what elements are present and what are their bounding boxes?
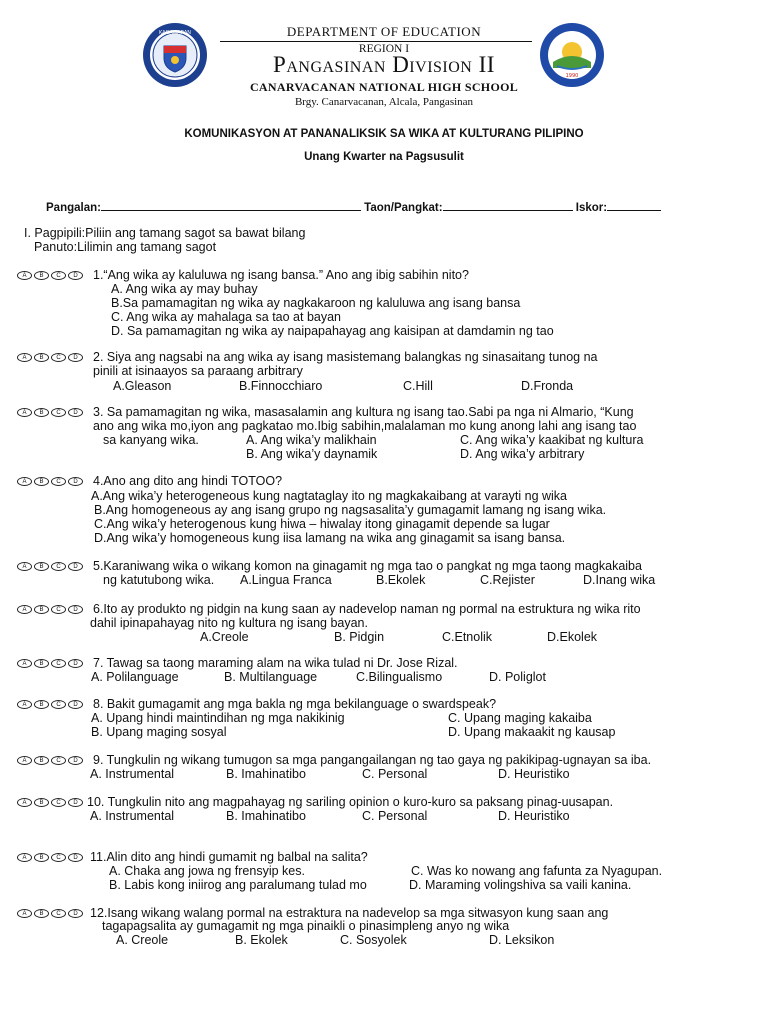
answer-bubble-c[interactable]: C — [51, 659, 66, 668]
answer-bubble-d[interactable]: D — [68, 700, 83, 709]
student-info-row — [46, 200, 661, 214]
choice-a: A. Chaka ang jowa ng frensyip kes. — [109, 864, 305, 878]
answer-bubble-c[interactable]: C — [51, 909, 66, 918]
choice-d: D. Heuristiko — [498, 809, 570, 823]
choice-b: B.Finnocchiaro — [239, 379, 323, 393]
choice-d: D. Ang wika’y arbitrary — [460, 447, 585, 461]
choice-c: C. Was ko nowang ang fafunta za Nyagupan. — [411, 864, 663, 878]
answer-bubble-a[interactable]: A — [17, 700, 32, 709]
choice-b: B. Imahinatibo — [226, 809, 306, 823]
answer-bubble-d[interactable]: D — [68, 909, 83, 918]
choice-b: B. Labis kong iniirog ang paralumang tulad mo — [109, 878, 367, 892]
answer-bubble-c[interactable]: C — [51, 700, 66, 709]
answer-bubbles[interactable] — [17, 477, 83, 487]
question-text-cont: tagapagsalita ay gumagamit ng mga pinaikli o pinasimpleng anyo ng wika — [102, 919, 510, 933]
choice-d: D. Maraming volingshiva sa vaili kanina. — [409, 878, 632, 892]
question-text: 3. Sa pamamagitan ng wika, masasalamin ang kultura ng isang tao.Sabi pa nga ni Almario, “Kung — [93, 405, 634, 419]
answer-bubbles[interactable] — [17, 909, 83, 919]
answer-bubble-d[interactable]: D — [68, 271, 83, 280]
answer-bubble-c[interactable]: C — [51, 271, 66, 280]
answer-bubble-b[interactable]: B — [34, 353, 49, 362]
answer-bubble-a[interactable]: A — [17, 756, 32, 765]
choice-c: C. Upang maging kakaiba — [448, 711, 592, 725]
choice-d: D.Ekolek — [547, 630, 598, 644]
answer-bubble-b[interactable]: B — [34, 798, 49, 807]
choice-b: B. Ang wika’y daynamik — [246, 447, 378, 461]
answer-bubble-d[interactable]: D — [68, 798, 83, 807]
choice-d: D.Ang wika’y homogeneous kung iisa lamang na wika ang ginagamit sa isang bansa. — [94, 531, 566, 545]
choice-d: D. Poliglot — [489, 670, 546, 684]
answer-bubble-c[interactable]: C — [51, 798, 66, 807]
choice-b: B. Imahinatibo — [226, 767, 306, 781]
school-name: CANARVACANAN NATIONAL HIGH SCHOOL — [249, 80, 519, 94]
answer-bubble-b[interactable]: B — [34, 605, 49, 614]
answer-bubble-a[interactable]: A — [17, 477, 32, 486]
name-field[interactable] — [101, 200, 361, 211]
answer-bubble-c[interactable]: C — [51, 756, 66, 765]
question-text: 11.Alin dito ang hindi gumamit ng balbal na salita? — [90, 850, 368, 864]
answer-bubble-c[interactable]: C — [51, 853, 66, 862]
answer-bubbles[interactable] — [17, 756, 83, 766]
answer-bubbles[interactable] — [17, 853, 83, 863]
answer-bubbles[interactable] — [17, 798, 83, 808]
question-text: 5.Karaniwang wika o wikang komon na ginagamit ng mga tao o pangkat ng mga taong magkakaiba — [93, 559, 642, 573]
choice-b: B. Multilanguage — [224, 670, 318, 684]
score-label: Iskor: — [575, 202, 608, 214]
svg-text:1990: 1990 — [565, 73, 579, 79]
choice-c: C.Bilingualismo — [356, 670, 443, 684]
choice-d: D. Heuristiko — [498, 767, 570, 781]
exam-title: KOMUNIKASYON AT PANANALIKSIK SA WIKA AT KULTURANG PILIPINO — [184, 128, 584, 140]
answer-bubble-a[interactable]: A — [17, 271, 32, 280]
choice-a: A.Lingua Franca — [240, 573, 332, 587]
choice-b: B. Ekolek — [235, 933, 288, 947]
answer-bubbles[interactable] — [17, 562, 83, 572]
department-name: DEPARTMENT OF EDUCATION — [286, 24, 482, 39]
answer-bubbles[interactable] — [17, 659, 83, 669]
question-text-cont: pinili at isinaayos sa paraang arbitrary — [93, 364, 303, 378]
choice-c: C. Personal — [362, 809, 428, 823]
choice-c: C. Personal — [362, 767, 428, 781]
choice-a: A. Ang wika’y malikhain — [246, 433, 377, 447]
choice-a: A.Ang wika’y heterogeneous kung nagtataglay ito ng magkakaibang at varayti ng wika — [91, 489, 567, 503]
choice-d: D.Fronda — [521, 379, 574, 393]
choice-d: D.Inang wika — [583, 573, 656, 587]
choice-b: B.Ang homogeneous ay ang isang grupo ng nagsasalita’y gumagamit lamang ng isang wika. — [94, 503, 607, 517]
choice-d: D. Upang makaakit ng kausap — [448, 725, 616, 739]
header-divider — [220, 41, 532, 42]
choice-a: A.Creole — [200, 630, 249, 644]
choice-a: A. Ang wika ay may buhay — [111, 282, 258, 296]
choice-c: C. Sosyolek — [340, 933, 407, 947]
answer-bubble-b[interactable]: B — [34, 477, 49, 486]
answer-bubble-b[interactable]: B — [34, 700, 49, 709]
question-text-cont: sa kanyang wika. — [103, 433, 199, 447]
choice-c: C. Ang wika ay mahalaga sa tao at bayan — [111, 310, 342, 324]
name-label: Pangalan: — [46, 202, 101, 214]
answer-bubble-c[interactable]: C — [51, 605, 66, 614]
choice-d: D. Sa pamamagitan ng wika ay naipapahayag ang kaisipan at damdamin ng tao — [111, 324, 554, 338]
choice-c: C.Ang wika’y heterogenous kung hiwa – hiwalay itong ginagamit depende sa lugar — [94, 517, 550, 531]
choice-b: B. Pidgin — [334, 630, 385, 644]
choice-c: C. Ang wika’y kaakibat ng kultura — [460, 433, 644, 447]
svg-text:KAGAWARAN: KAGAWARAN — [158, 30, 192, 36]
answer-bubbles[interactable] — [17, 700, 83, 710]
answer-bubble-d[interactable]: D — [68, 353, 83, 362]
choice-c: C.Rejister — [480, 573, 535, 587]
answer-bubble-d[interactable]: D — [68, 408, 83, 417]
question-text-cont: ano ang wika mo,iyon ang pagkatao mo.Ibig sabihin,malalaman mo kung anong lahi ang isang tao — [93, 419, 637, 433]
section-heading: I. Pagpipili:Piliin ang tamang sagot sa bawat bilang — [24, 226, 306, 240]
answer-bubble-c[interactable]: C — [51, 477, 66, 486]
answer-bubble-c[interactable]: C — [51, 562, 66, 571]
year-section-field[interactable] — [443, 200, 573, 211]
section-directions: Panuto:Lilimin ang tamang sagot — [34, 240, 217, 254]
answer-bubble-b[interactable]: B — [34, 853, 49, 862]
choice-a: A. Upang hindi maintindihan ng mga nakikinig — [91, 711, 345, 725]
answer-bubbles[interactable] — [17, 605, 83, 615]
answer-bubble-a[interactable]: A — [17, 659, 32, 668]
choice-d: D. Leksikon — [489, 933, 555, 947]
region-name: REGION I — [358, 43, 410, 55]
choice-b: B.Ekolek — [376, 573, 426, 587]
answer-bubble-d[interactable]: D — [68, 562, 83, 571]
choice-c: C.Etnolik — [442, 630, 493, 644]
choice-a: A. Instrumental — [90, 767, 175, 781]
question-text: 10. Tungkulin nito ang magpahayag ng sariling opinion o kuro-kuro sa paksang pinag-uusapan. — [87, 795, 614, 809]
answer-bubble-b[interactable]: B — [34, 909, 49, 918]
answer-bubble-b[interactable]: B — [34, 562, 49, 571]
question-text-cont: ng katutubong wika. — [103, 573, 215, 587]
choice-a: A. Instrumental — [90, 809, 175, 823]
answer-bubble-d[interactable]: D — [68, 756, 83, 765]
answer-bubble-c[interactable]: C — [51, 353, 66, 362]
question-text: 6.Ito ay produkto ng pidgin na kung saan ay nadevelop naman ng pormal na estruktura ng wika rito — [93, 602, 641, 616]
choice-b: B.Sa pamamagitan ng wika ay nagkakaroon ng kaluluwa ang isang bansa — [111, 296, 521, 310]
exam-subtitle: Unang Kwarter na Pagsusulit — [304, 151, 464, 163]
choice-a: A.Gleason — [113, 379, 172, 393]
question-text: 1.“Ang wika ay kaluluwa ng isang bansa.” Ano ang ibig sabihin nito? — [93, 268, 469, 282]
choice-b: B. Upang maging sosyal — [91, 725, 227, 739]
answer-bubbles[interactable] — [17, 408, 83, 418]
question-text: 12.Isang wikang walang pormal na estraktura na nadevelop sa mga sitwasyon kung saan ang — [90, 906, 609, 920]
answer-bubble-a[interactable]: A — [17, 605, 32, 614]
question-text: 7. Tawag sa taong maraming alam na wika tulad ni Dr. Jose Rizal. — [93, 656, 458, 670]
answer-bubble-a[interactable]: A — [17, 909, 32, 918]
answer-bubble-a[interactable]: A — [17, 408, 32, 417]
answer-bubble-d[interactable]: D — [68, 605, 83, 614]
answer-bubble-a[interactable]: A — [17, 798, 32, 807]
answer-bubble-b[interactable]: B — [34, 756, 49, 765]
answer-bubble-d[interactable]: D — [68, 853, 83, 862]
division-name: Pangasinan Division II — [273, 52, 495, 77]
answer-bubble-d[interactable]: D — [68, 659, 83, 668]
answer-bubble-a[interactable]: A — [17, 853, 32, 862]
choice-a: A. Polilanguage — [91, 670, 179, 684]
question-text: 8. Bakit gumagamit ang mga bakla ng mga bekilanguage o swardspeak? — [93, 697, 497, 711]
question-text-cont: dahil ipinapahayag nito ng kultura ng isang bayan. — [90, 616, 368, 630]
question-text: 2. Siya ang nagsabi na ang wika ay isang masistemang balangkas ng sinasaitang tunog na — [93, 350, 598, 364]
answer-bubble-c[interactable]: C — [51, 408, 66, 417]
answer-bubbles[interactable] — [17, 271, 83, 281]
answer-bubble-b[interactable]: B — [34, 271, 49, 280]
answer-bubble-d[interactable]: D — [68, 477, 83, 486]
question-text: 4.Ano ang dito ang hindi TOTOO? — [93, 474, 283, 488]
question-text: 9. Tungkulin ng wikang tumugon sa mga pangangailangan ng tao gaya ng pakikipag-ugnayan sa iba. — [93, 753, 652, 767]
choice-a: A. Creole — [116, 933, 169, 947]
answer-bubble-a[interactable]: A — [17, 562, 32, 571]
answer-bubbles[interactable] — [17, 353, 83, 363]
school-address: Brgy. Canarvacanan, Alcala, Pangasinan — [294, 96, 474, 108]
choice-c: C.Hill — [403, 379, 433, 393]
year-label: Taon/Pangkat: — [364, 202, 443, 214]
answer-bubble-a[interactable]: A — [17, 353, 32, 362]
answer-bubble-b[interactable]: B — [34, 408, 49, 417]
score-field[interactable] — [607, 200, 661, 211]
answer-bubble-b[interactable]: B — [34, 659, 49, 668]
